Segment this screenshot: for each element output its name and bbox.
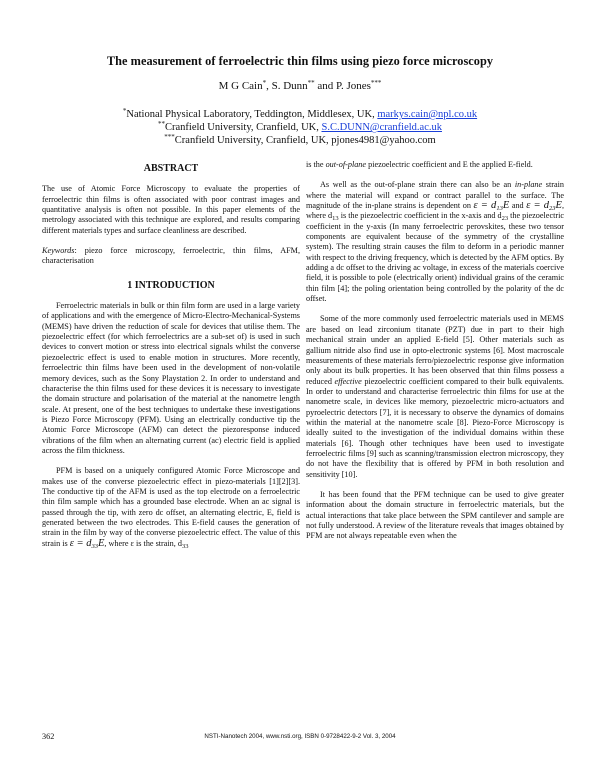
affiliation <box>0 108 600 121</box>
emphasis: in-plane <box>514 180 543 190</box>
author-name: P. Jones <box>336 80 371 92</box>
keywords-text: : piezo force microscopy, ferroelectric, thin films, AFM, characterisation <box>42 246 300 266</box>
affiliation <box>0 134 600 147</box>
left-column <box>42 160 300 549</box>
paragraph-text: , where ε is the strain, d <box>104 538 182 548</box>
keywords-label: Keywords <box>42 246 75 256</box>
page-number: 362 <box>42 732 55 741</box>
paragraph <box>42 466 300 549</box>
affiliation-text: National Physical Laboratory, Teddington, Middlesex, UK, <box>126 109 378 120</box>
author-separator: , <box>266 80 272 92</box>
abstract-body: The use of Atomic Force Microscopy to evaluate the properties of ferroelectric thin films is often associated with poor contrast images and quantitative analysis is often not possible. In this paper elements of the metrology associated with this technique are explored, and results comparing different materials types and surface cleanliness are described. <box>42 184 300 235</box>
affiliation-mark: * <box>122 107 127 115</box>
paragraph: As well as the out-of-plane strain there can also be an in-plane strain where the material will expand or contract parallel to the surface. The magnitude of the in-plane strains is dependent on $\varepsilon = d_{13}E$ and $\varepsilon = d_{23}E$, where $d_{13}$ is the piezoelectric coefficient in the x-axis and $d_{23}$ the piezoelectric coefficient in the y-axis (In many ferroelectric perovskites, these two tensor components are equivalent because of the symmetry of the crystalline system). The resulting strain causes the film to deform in a periodic manner with respect to the driving frequency, which is detected by the AFM optics. By adding a dc offset to the driving ac voltage, in excess of the materials coercive field, it is possible to pole (electrically orient) individual grains of the ceramic thin film [4]; the poling orientation being controlled by the polarity of the dc offset. <box>306 180 565 304</box>
email-link[interactable]: S.C.DUNN@cranfield.ac.uk <box>321 122 442 133</box>
section-heading: 1 INTRODUCTION <box>127 279 215 291</box>
paragraph: is the out-of-plane piezoelectric coefficient and E the applied E-field. <box>306 160 533 169</box>
emphasis: out-of-plane <box>325 160 367 169</box>
equation: $\varepsilon = d_{13}E$ <box>473 200 510 213</box>
email-link[interactable]: markys.cain@npl.co.uk <box>377 109 478 120</box>
abstract-heading: ABSTRACT <box>143 163 199 174</box>
emphasis: effective <box>334 376 362 386</box>
equation: $\varepsilon = d_{33}E$ <box>69 537 105 550</box>
keywords <box>42 246 300 267</box>
affiliation-text: Cranfield University, Cranfield, UK, pjones4981@yahoo.com <box>174 135 436 146</box>
paragraph: Ferroelectric materials in bulk or thin film form are used in a large variety of applications and with the emergence of Micro-Electro-Mechanical-Systems (MEMS) have driven the reduction of scale for devices that utilise them. The piezoelectric effect (for which ferroelectrics are a sub-set of) is used in such devices to convert motion or stress into electrical signals whilst the converse piezoelectric effect is used to enable motion in structures. More recently, ferroelectric thin films have been used in the development of non-volatile memory devices, such as the Sony Playstation 2. In order to understand and characterise the thin films used for these devices it is necessary to investigate the domain structure and polarisation of the material at the nanometre length scale. At present, one of the best techniques to undertake these investigations is Piezo Force Microscopy (PFM). Using an electrically conductive tip the Atomic Force Microscope (AFM) can detect the piezoresponse induced vibrations of the film when an alternating current (ac) electric field is applied across the film thickness. <box>42 301 300 455</box>
paragraph: It has been found that the PFM technique can be used to give greater information about the domain structure in ferroelectric materials, but the actual interactions that take place between the SPM cantilever and sample are not fully understood. A review of the literature reveals that images obtained by PFM are not always repeatable even when the <box>306 489 564 541</box>
paragraph-text: PFM is based on a uniquely configured Atomic Force Microscope and makes use of the converse piezoelectric effect in piezo-materials [1][2][3]. The conductive tip of the AFM is used as the top electrode on a ferroelectric thin film sample which has a grounded base electrode. When an ac signal is passed through the tip, with zero dc offset, an alternating electric, E, field is generated between the two electrodes. This E-field causes the generation of strain in the film by way of the converse piezoelectric effect. The value of this strain is <box>42 466 300 548</box>
author-name: S. Dunn <box>271 80 308 92</box>
paragraph: Some of the more commonly used ferroelectric materials used in MEMS are based on lead zirconium titanate (PZT) due in part to their high mechanical strain under an applied E-field [5]. Other materials such as gallium nitride also find use in opto-electronic systems [6]. Most macroscale measurements of these materials ferro/piezoelectric response give information only about its bulk properties. It has been observed that thin films possess a reduced effective piezoelectric coefficient compared to their bulk equivalents. In order to understand and characterise ferroelectric thin films for use at the nanometre scale, in devices like memory, piezoelectric micro-actuators and pyroelectric detectors [7], it is necessary to observe the dynamics of domains within the material at the nanometre scale [8]. Piezo-Force Microscopy is ideally suited to the investigation of the individual domains within these materials [6]. Though other techniques have been used to investigate ferroelectric films [9] such as scanning/transmission electron microscopy, they do not have the flexibility that is offered by PFM in both resolution and sensitivity [10]. <box>306 314 564 479</box>
author-mark: ** <box>307 79 315 87</box>
right-column <box>306 160 564 542</box>
author-mark: * <box>262 79 267 87</box>
author-name: M G Cain <box>218 80 263 92</box>
affiliation-mark: ** <box>158 120 165 128</box>
subscript: 33 <box>181 542 189 550</box>
equation: $\varepsilon = d_{23}E$ <box>526 200 562 213</box>
author-line <box>0 80 600 92</box>
affiliation <box>0 121 600 134</box>
affiliation-mark: *** <box>164 133 175 141</box>
footer-citation: NSTI-Nanotech 2004, www.nsti.org, ISBN 0-9728422-9-2 Vol. 3, 2004 <box>204 733 396 740</box>
affiliation-text: Cranfield University, Cranfield, UK, <box>165 122 322 133</box>
author-separator: and <box>314 80 337 92</box>
author-mark: *** <box>370 79 382 87</box>
affiliations <box>0 108 600 147</box>
paper-title: The measurement of ferroelectric thin films using piezo force microscopy <box>106 54 494 68</box>
